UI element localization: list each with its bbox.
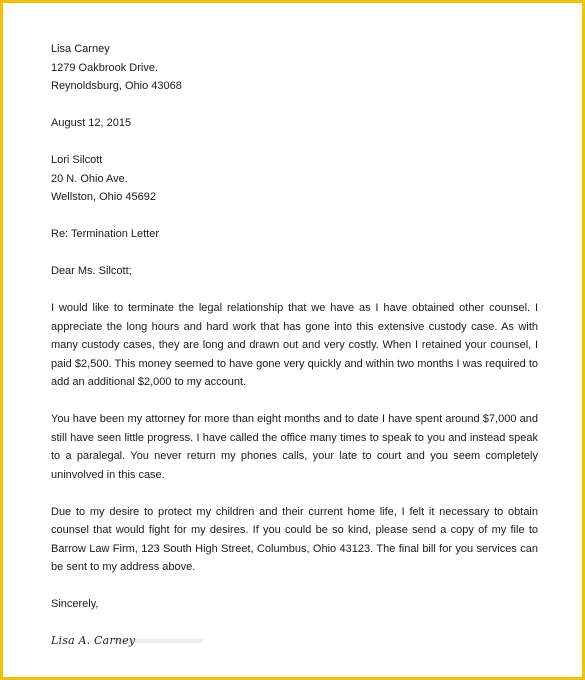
recipient-address [51,151,538,207]
letter-date [51,114,538,133]
signature: Lisa A. Carney [51,633,136,647]
recipient-street: 20 N. Ohio Ave. [51,172,128,185]
subject-line [51,225,538,244]
closing [51,595,538,614]
sender-address [51,40,538,96]
paragraph-3: Due to my desire to protect my children and their current home life, I felt it necessary to obtain counsel that would fight for my desires. If you could be so kind, please send a copy of my file to Barrow Law Firm, 123 South High Street, Columbus, Ohio 43123. The final bill for you services can be sent to my address above. [51,505,538,573]
salutation [51,262,538,281]
closing-text: Sincerely, [51,598,99,610]
subject-text: Re: Termination Letter [51,228,160,240]
signature-block [51,632,538,652]
letter-body [51,40,538,652]
sender-name: Lisa Carney [51,43,110,55]
recipient-name: Lori Silcott [51,154,103,166]
recipient-city: Wellston, Ohio 45692 [51,191,156,203]
sender-street: 1279 Oakbrook Drive. [51,61,158,74]
paragraph-2: You have been my attorney for more than eight months and to date I have spent around $7,000 and still have seen little progress. I have called the office many times to speak to you and instead speak to a paralegal. You never return my phones calls, your late to court and you seem completely uninvolved in this case. [51,413,538,481]
sender-city: Reynoldsburg, Ohio 43068 [51,80,182,92]
document-page [3,3,582,677]
salutation-text: Dear Ms. Silcott; [51,265,132,277]
date-text: August 12, 2015 [51,117,132,129]
paragraph-1: I would like to terminate the legal relationship that we have as I have obtained other counsel. I appreciate the long hours and hard work that has gone into this extensive custody case. As with many custody cases, they are long and drawn out and very costly. When I retained your counsel, I paid $2,500. This money seemed to have gone very quickly and within two months I was required to add an additional $2,000 to my account. [51,302,538,388]
